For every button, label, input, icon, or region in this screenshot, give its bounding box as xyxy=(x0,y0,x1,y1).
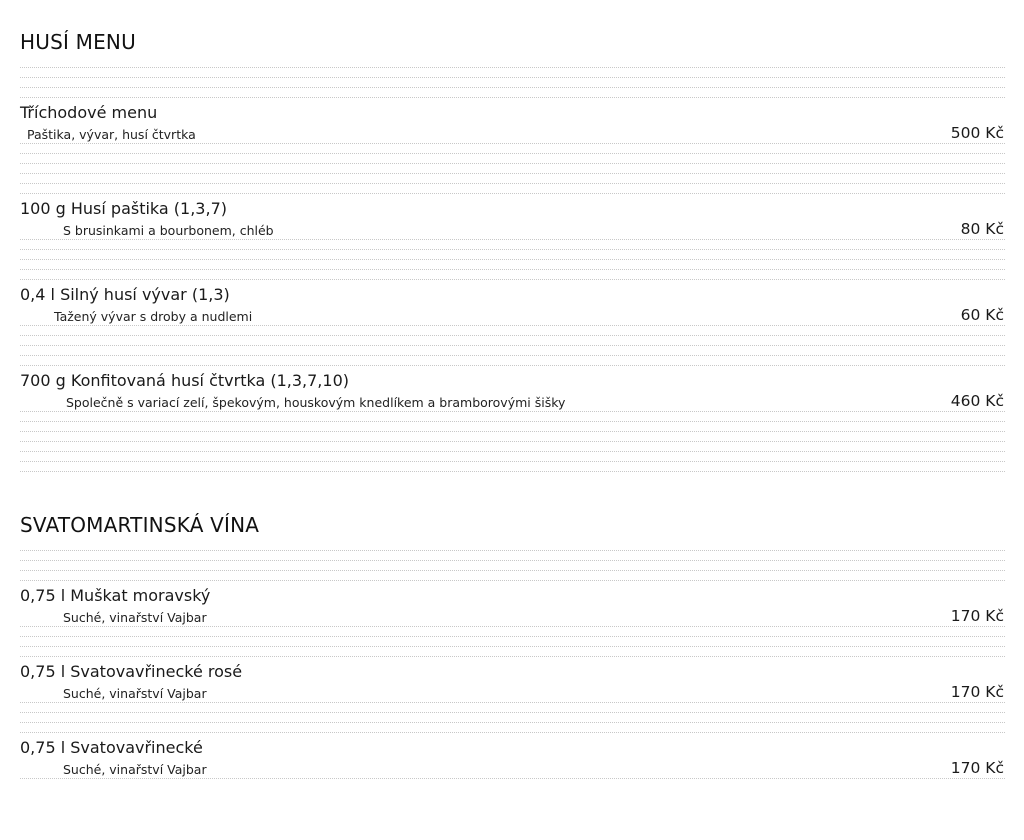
item-name: 0,75 l Svatovavřinecké rosé xyxy=(20,662,243,681)
item-price: 170 Kč xyxy=(950,683,1004,701)
item-name: 700 g Konfitovaná husí čtvrtka (1,3,7,10) xyxy=(20,371,349,390)
item-description: Společně s variací zelí, špekovým, houskovým knedlíkem a bramborovými šišky xyxy=(66,395,566,410)
rule-line xyxy=(20,712,1005,713)
rule-line xyxy=(20,421,1005,422)
rule-line xyxy=(20,183,1005,184)
rule-line xyxy=(20,570,1005,571)
rule-line xyxy=(20,471,1005,472)
rule-line xyxy=(20,441,1005,442)
rule-line xyxy=(20,153,1005,154)
rule-line xyxy=(20,656,1005,657)
item-price: 60 Kč xyxy=(960,306,1004,324)
rule-line xyxy=(20,702,1005,703)
item-price: 80 Kč xyxy=(960,220,1004,238)
rule-line xyxy=(20,325,1005,326)
rule-line xyxy=(20,345,1005,346)
rule-line xyxy=(20,560,1005,561)
rule-line xyxy=(20,77,1005,78)
rule-line xyxy=(20,778,1005,779)
rule-line xyxy=(20,279,1005,280)
rule-line xyxy=(20,365,1005,366)
item-name: 0,75 l Svatovavřinecké xyxy=(20,738,203,757)
item-price: 460 Kč xyxy=(950,392,1004,410)
rule-line xyxy=(20,335,1005,336)
rule-line xyxy=(20,249,1005,250)
section-title: SVATOMARTINSKÁ VÍNA xyxy=(20,513,260,537)
rule-line xyxy=(20,451,1005,452)
rule-line xyxy=(20,580,1005,581)
item-description: Tažený vývar s droby a nudlemi xyxy=(54,309,253,324)
rule-line xyxy=(20,97,1005,98)
item-name: 0,75 l Muškat moravský xyxy=(20,586,211,605)
rule-line xyxy=(20,239,1005,240)
menu-page xyxy=(20,0,1005,840)
rule-line xyxy=(20,550,1005,551)
item-name: 0,4 l Silný husí vývar (1,3) xyxy=(20,285,230,304)
item-name: Tříchodové menu xyxy=(20,103,158,122)
rule-line xyxy=(20,193,1005,194)
rule-line xyxy=(20,67,1005,68)
item-description: Paštika, vývar, husí čtvrtka xyxy=(27,127,196,142)
rule-line xyxy=(20,636,1005,637)
item-name: 100 g Husí paštika (1,3,7) xyxy=(20,199,227,218)
item-price: 500 Kč xyxy=(950,124,1004,142)
rule-line xyxy=(20,411,1005,412)
item-price: 170 Kč xyxy=(950,759,1004,777)
rule-line xyxy=(20,732,1005,733)
rule-line xyxy=(20,143,1005,144)
rule-line xyxy=(20,461,1005,462)
item-price: 170 Kč xyxy=(950,607,1004,625)
rule-line xyxy=(20,87,1005,88)
rule-line xyxy=(20,163,1005,164)
rule-line xyxy=(20,355,1005,356)
item-description: Suché, vinařství Vajbar xyxy=(63,762,207,777)
rule-line xyxy=(20,173,1005,174)
item-description: Suché, vinařství Vajbar xyxy=(63,686,207,701)
rule-line xyxy=(20,626,1005,627)
item-description: Suché, vinařství Vajbar xyxy=(63,610,207,625)
item-description: S brusinkami a bourbonem, chléb xyxy=(63,223,274,238)
section-title: HUSÍ MENU xyxy=(20,30,136,54)
rule-line xyxy=(20,259,1005,260)
rule-line xyxy=(20,722,1005,723)
rule-line xyxy=(20,269,1005,270)
rule-line xyxy=(20,646,1005,647)
rule-line xyxy=(20,431,1005,432)
